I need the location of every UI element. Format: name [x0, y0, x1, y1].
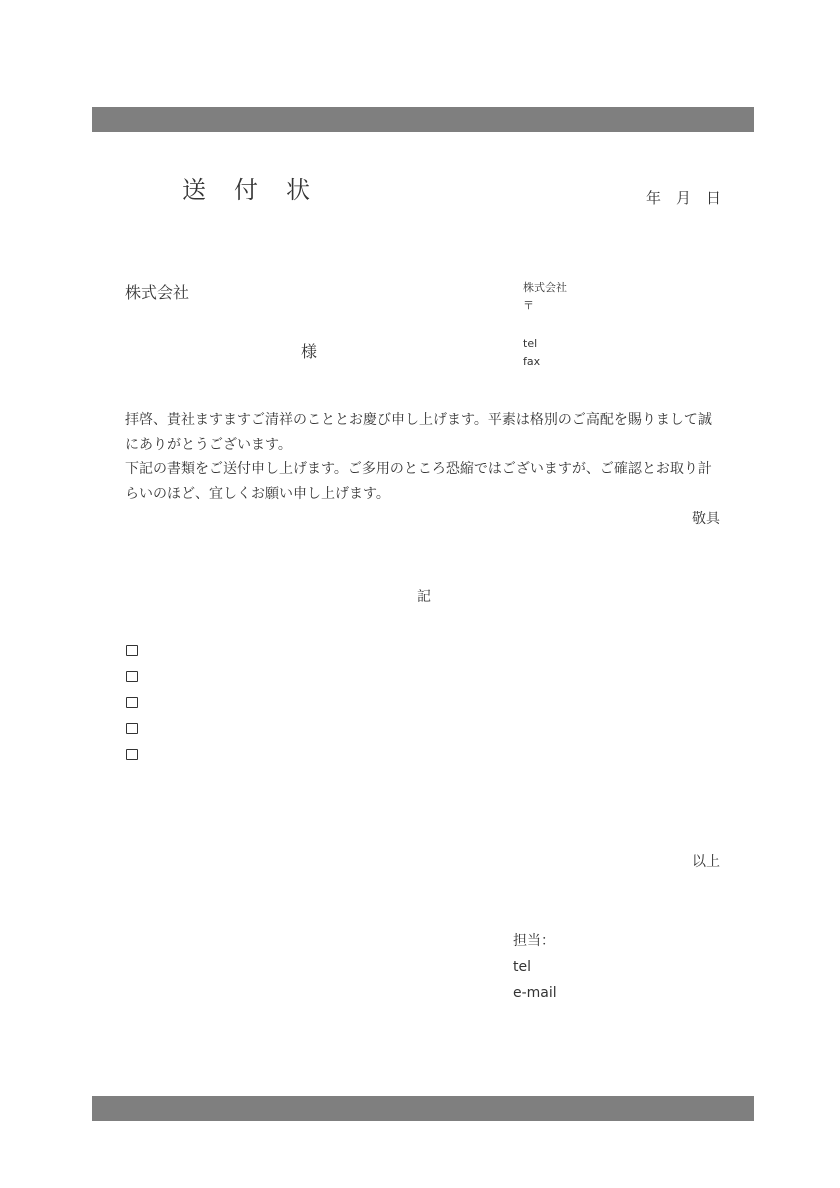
record-heading: 記: [417, 589, 431, 605]
checkbox-icon: [126, 723, 138, 734]
header-bar: [92, 107, 754, 132]
sender-fax: fax: [523, 355, 541, 368]
sender-tel: tel: [523, 337, 538, 350]
list-item: [126, 741, 138, 767]
checkbox-icon: [126, 697, 138, 708]
footer-bar: [92, 1096, 754, 1121]
list-item: [126, 715, 138, 741]
enclosure-list: [126, 637, 138, 767]
letter-body: [125, 408, 720, 506]
contact-email: e-mail: [513, 985, 557, 1001]
recipient-honorific: 様: [301, 342, 318, 361]
sender-postal: 〒: [523, 299, 534, 312]
document-title: 送 付 状: [182, 176, 312, 204]
sender-company: 株式会社: [523, 281, 567, 294]
request-paragraph: 下記の書類をご送付申し上げます。ご多用のところ恐縮ではございますが、ご確認とお取り計らいのほど、宜しくお願い申し上げます。: [125, 461, 712, 502]
list-item: [126, 663, 138, 689]
contact-tel: tel: [513, 959, 531, 975]
greeting-paragraph: 拝啓、貴社ますますご清祥のこととお慶び申し上げます。平素は格別のご高配を賜りまして誠にありがとうございます。: [125, 412, 712, 453]
checkbox-icon: [126, 645, 138, 656]
record-end: 以上: [692, 854, 720, 870]
checkbox-icon: [126, 749, 138, 760]
list-item: [126, 689, 138, 715]
recipient-company: 株式会社: [125, 283, 190, 302]
contact-person: 担当：: [513, 933, 555, 949]
checkbox-icon: [126, 671, 138, 682]
date-line: 年 月 日: [646, 189, 722, 207]
list-item: [126, 637, 138, 663]
closing-keigu: 敬具: [692, 511, 720, 527]
contact-block: [513, 928, 557, 1006]
